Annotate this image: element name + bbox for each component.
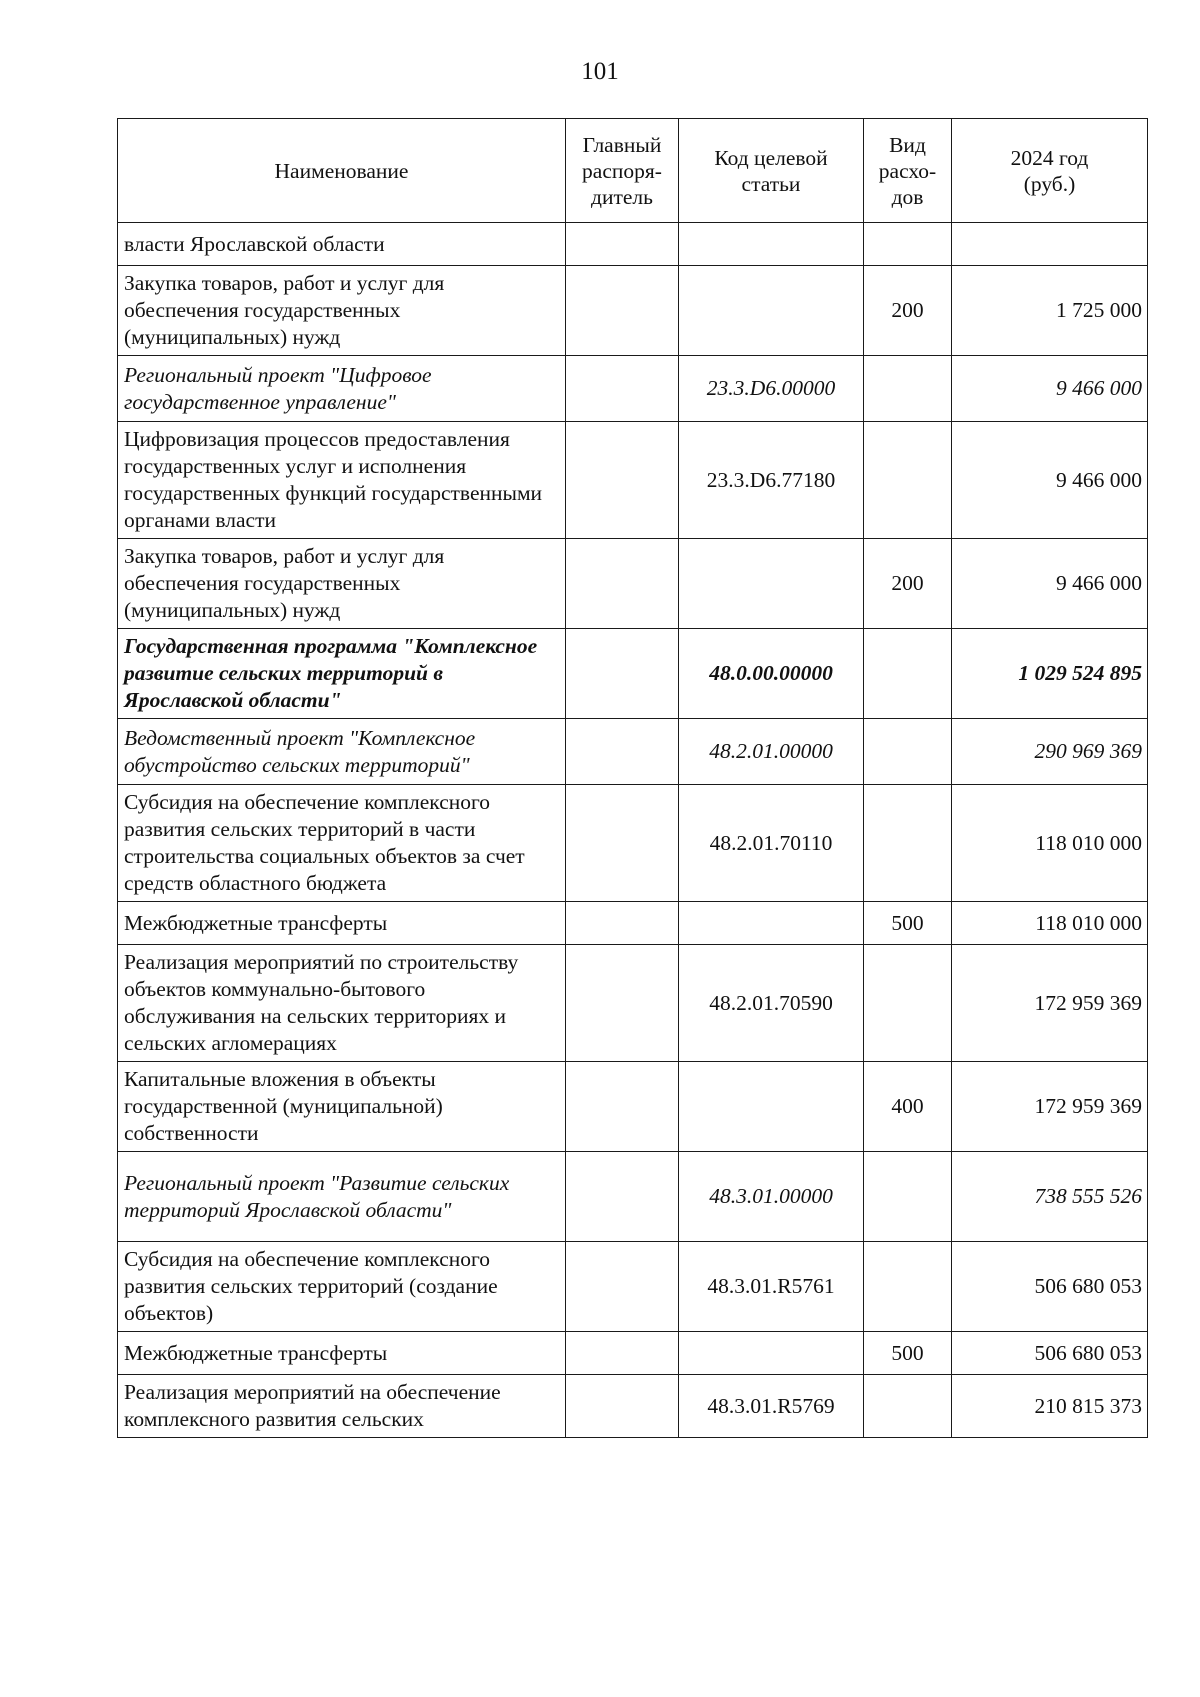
- row-manager-cell: [566, 1062, 679, 1152]
- table-row: [118, 1375, 1148, 1438]
- row-name-cell: Закупка товаров, работ и услуг для обеспечения государственных (муниципальных) нужд: [118, 266, 566, 356]
- row-manager-cell: [566, 902, 679, 945]
- row-expense-type-cell: [864, 629, 952, 719]
- row-manager-cell: [566, 945, 679, 1062]
- row-name-cell: Региональный проект "Цифровое государственное управление": [118, 356, 566, 422]
- header-expense-type: Вид расхо- дов: [864, 119, 952, 223]
- row-amount-cell: 118 010 000: [952, 785, 1148, 902]
- row-code-cell: 48.3.01.R5769: [679, 1375, 864, 1438]
- row-manager-cell: [566, 266, 679, 356]
- table-row: [118, 902, 1148, 945]
- row-expense-type-cell: [864, 356, 952, 422]
- row-manager-cell: [566, 1152, 679, 1242]
- row-name-cell: Реализация мероприятий на обеспечение комплексного развития сельских: [118, 1375, 566, 1438]
- row-amount-cell: 506 680 053: [952, 1332, 1148, 1375]
- row-name-cell: Ведомственный проект "Комплексное обустройство сельских территорий": [118, 719, 566, 785]
- header-name: Наименование: [118, 119, 566, 223]
- row-manager-cell: [566, 539, 679, 629]
- table-row: [118, 945, 1148, 1062]
- row-expense-type-cell: 200: [864, 266, 952, 356]
- row-name-cell: Цифровизация процессов предоставления государственных услуг и исполнения государственных функций государственными органами власти: [118, 422, 566, 539]
- table-header-row: [118, 119, 1148, 223]
- row-code-cell: [679, 539, 864, 629]
- row-expense-type-cell: [864, 1375, 952, 1438]
- row-name-cell: Реализация мероприятий по строительству объектов коммунально-бытового обслуживания на сельских территориях и сельских агломерациях: [118, 945, 566, 1062]
- row-manager-cell: [566, 422, 679, 539]
- row-expense-type-cell: [864, 719, 952, 785]
- row-code-cell: [679, 223, 864, 266]
- row-expense-type-cell: [864, 945, 952, 1062]
- row-manager-cell: [566, 785, 679, 902]
- table-body: [118, 223, 1148, 1438]
- row-name-cell: Капитальные вложения в объекты государственной (муниципальной) собственности: [118, 1062, 566, 1152]
- row-amount-cell: 506 680 053: [952, 1242, 1148, 1332]
- row-code-cell: 48.2.01.70110: [679, 785, 864, 902]
- row-expense-type-cell: 500: [864, 902, 952, 945]
- table-row: [118, 422, 1148, 539]
- row-amount-cell: 118 010 000: [952, 902, 1148, 945]
- row-code-cell: 48.3.01.00000: [679, 1152, 864, 1242]
- row-amount-cell: 9 466 000: [952, 422, 1148, 539]
- table-row: [118, 1332, 1148, 1375]
- row-manager-cell: [566, 1242, 679, 1332]
- row-code-cell: 48.2.01.00000: [679, 719, 864, 785]
- row-name-cell: Государственная программа "Комплексное развитие сельских территорий в Ярославской области": [118, 629, 566, 719]
- row-amount-cell: 1 725 000: [952, 266, 1148, 356]
- row-name-cell: Межбюджетные трансферты: [118, 1332, 566, 1375]
- row-amount-cell: 1 029 524 895: [952, 629, 1148, 719]
- header-code: Код целевой статьи: [679, 119, 864, 223]
- row-expense-type-cell: [864, 1242, 952, 1332]
- row-code-cell: [679, 1062, 864, 1152]
- row-expense-type-cell: 500: [864, 1332, 952, 1375]
- row-manager-cell: [566, 629, 679, 719]
- budget-table: [117, 118, 1148, 1438]
- row-amount-cell: [952, 223, 1148, 266]
- row-code-cell: 23.3.D6.00000: [679, 356, 864, 422]
- page-number: 101: [581, 58, 619, 85]
- row-manager-cell: [566, 356, 679, 422]
- table-row: [118, 223, 1148, 266]
- row-code-cell: 23.3.D6.77180: [679, 422, 864, 539]
- row-amount-cell: 172 959 369: [952, 1062, 1148, 1152]
- row-manager-cell: [566, 719, 679, 785]
- row-manager-cell: [566, 1332, 679, 1375]
- row-code-cell: [679, 902, 864, 945]
- row-name-cell: Субсидия на обеспечение комплексного развития сельских территорий в части строительства социальных объектов за счет средств областного бюджета: [118, 785, 566, 902]
- row-code-cell: 48.2.01.70590: [679, 945, 864, 1062]
- table-row: [118, 539, 1148, 629]
- row-name-cell: власти Ярославской области: [118, 223, 566, 266]
- table-row: [118, 785, 1148, 902]
- row-expense-type-cell: 200: [864, 539, 952, 629]
- row-code-cell: [679, 1332, 864, 1375]
- row-expense-type-cell: [864, 422, 952, 539]
- row-amount-cell: 210 815 373: [952, 1375, 1148, 1438]
- table-row: [118, 1242, 1148, 1332]
- row-amount-cell: 9 466 000: [952, 356, 1148, 422]
- row-name-cell: Межбюджетные трансферты: [118, 902, 566, 945]
- row-name-cell: Субсидия на обеспечение комплексного развития сельских территорий (создание объектов): [118, 1242, 566, 1332]
- row-expense-type-cell: 400: [864, 1062, 952, 1152]
- table-row: [118, 719, 1148, 785]
- table-row: [118, 1062, 1148, 1152]
- row-code-cell: [679, 266, 864, 356]
- row-expense-type-cell: [864, 785, 952, 902]
- row-code-cell: 48.3.01.R5761: [679, 1242, 864, 1332]
- row-code-cell: 48.0.00.00000: [679, 629, 864, 719]
- row-amount-cell: 9 466 000: [952, 539, 1148, 629]
- table-row: [118, 1152, 1148, 1242]
- header-amount: 2024 год (руб.): [952, 119, 1148, 223]
- row-amount-cell: 290 969 369: [952, 719, 1148, 785]
- row-expense-type-cell: [864, 1152, 952, 1242]
- row-amount-cell: 172 959 369: [952, 945, 1148, 1062]
- row-expense-type-cell: [864, 223, 952, 266]
- row-manager-cell: [566, 223, 679, 266]
- table-row: [118, 629, 1148, 719]
- table-row: [118, 356, 1148, 422]
- row-name-cell: Закупка товаров, работ и услуг для обеспечения государственных (муниципальных) нужд: [118, 539, 566, 629]
- row-amount-cell: 738 555 526: [952, 1152, 1148, 1242]
- table-row: [118, 266, 1148, 356]
- row-name-cell: Региональный проект "Развитие сельских территорий Ярославской области": [118, 1152, 566, 1242]
- row-manager-cell: [566, 1375, 679, 1438]
- header-manager: Главный распоря- дитель: [566, 119, 679, 223]
